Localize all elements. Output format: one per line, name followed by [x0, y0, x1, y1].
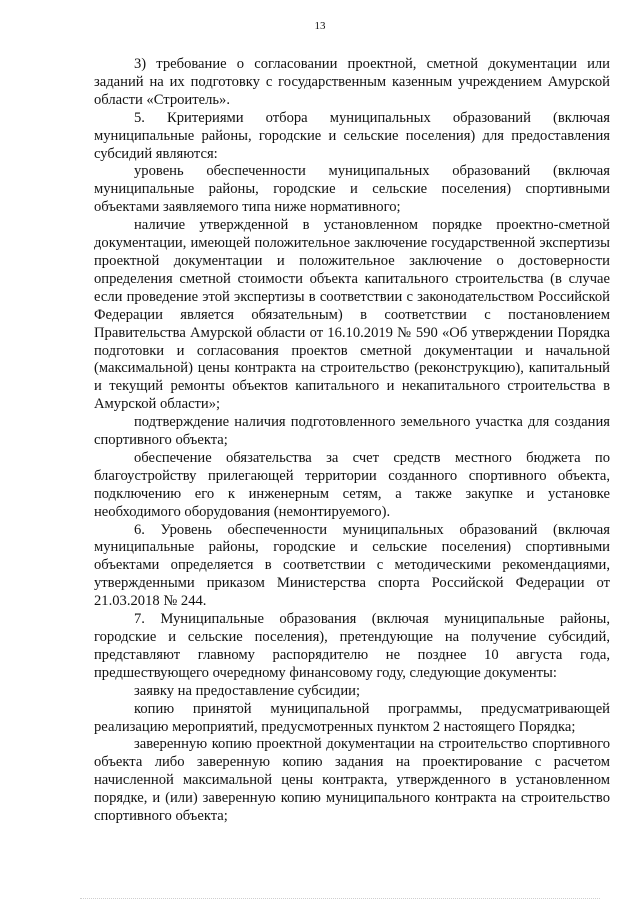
- paragraph-clause-6: 6. Уровень обеспеченности муниципальных образований (включая муниципальные районы, городские и сельские поселения) спортивными объектами определяется в соответствии с методическими рекомендациями, утвержденными приказом Министерства спорта Российской Федерации от 21.03.2018 № 244.: [94, 521, 610, 610]
- paragraph-item-3: 3) требование о согласовании проектной, сметной документации или заданий на их подготовку с государственным казенным учреждением Амурской области «Строитель».: [94, 56, 610, 108]
- paragraph-clause-5: 5. Критериями отбора муниципальных образований (включая муниципальные районы, городские и сельские поселения) для предоставления субсидий являются:: [94, 109, 610, 162]
- paragraph-criterion-obligation: обеспечение обязательства за счет средств местного бюджета по благоустройству прилегающей территории созданного спортивного объекта, подключению его к инженерным сетям, а также закупке и установке необходимого оборудования (немонтируемого).: [94, 449, 610, 520]
- paragraph-doc-project: заверенную копию проектной документации на строительство спортивного объекта либо заверенную копию задания на проектирование с расчетом начисленной максимальной цены контракта, утвержденного в установленном порядке, и (или) заверенную копию муниципального контракта на строительство спортивного объекта;: [94, 736, 610, 825]
- paragraph-doc-application: заявку на предоставление субсидии;: [134, 682, 361, 699]
- scan-edge-marks: [80, 896, 600, 899]
- paragraph-criterion-land-plot: подтверждение наличия подготовленного земельного участка для создания спортивного объекта;: [94, 414, 610, 449]
- paragraph-criterion-level: уровень обеспеченности муниципальных образований (включая муниципальные районы, городские и сельские поселения) спортивными объектами заявляемого типа ниже нормативного;: [94, 163, 610, 216]
- paragraph-criterion-documentation: наличие утвержденной в установленном порядке проектно-сметной документации, имеющей положительное заключение государственной экспертизы проектной документации и положительное заключение о достоверности определения сметной стоимости объекта капитального строительства (в случае если проведение этой экспертизы в соответствии с законодательством Российской Федерации является обязательным) в соответствии с постановлением Правительства Амурской области от 16.10.2019 № 590 «Об утверждении Порядка подготовки и согласования проектов сметной документации и начальной (максимальной) цены контракта на строительство (реконструкцию), капитальный и текущий ремонты объектов капитального и некапитального строительства в Амурской области»;: [94, 217, 610, 413]
- paragraph-clause-7: 7. Муниципальные образования (включая муниципальные районы, городские и сельские поселения), претендующие на получение субсидий, представляют главному распорядителю не позднее 10 августа года, предшествующего очередному финансовому году, следующие документы:: [94, 611, 610, 681]
- page-number: 13: [314, 20, 326, 32]
- paragraph-doc-program: копию принятой муниципальной программы, предусматривающей реализацию мероприятий, предусмотренных пунктом 2 настоящего Порядка;: [94, 700, 610, 735]
- document-body: [94, 56, 610, 826]
